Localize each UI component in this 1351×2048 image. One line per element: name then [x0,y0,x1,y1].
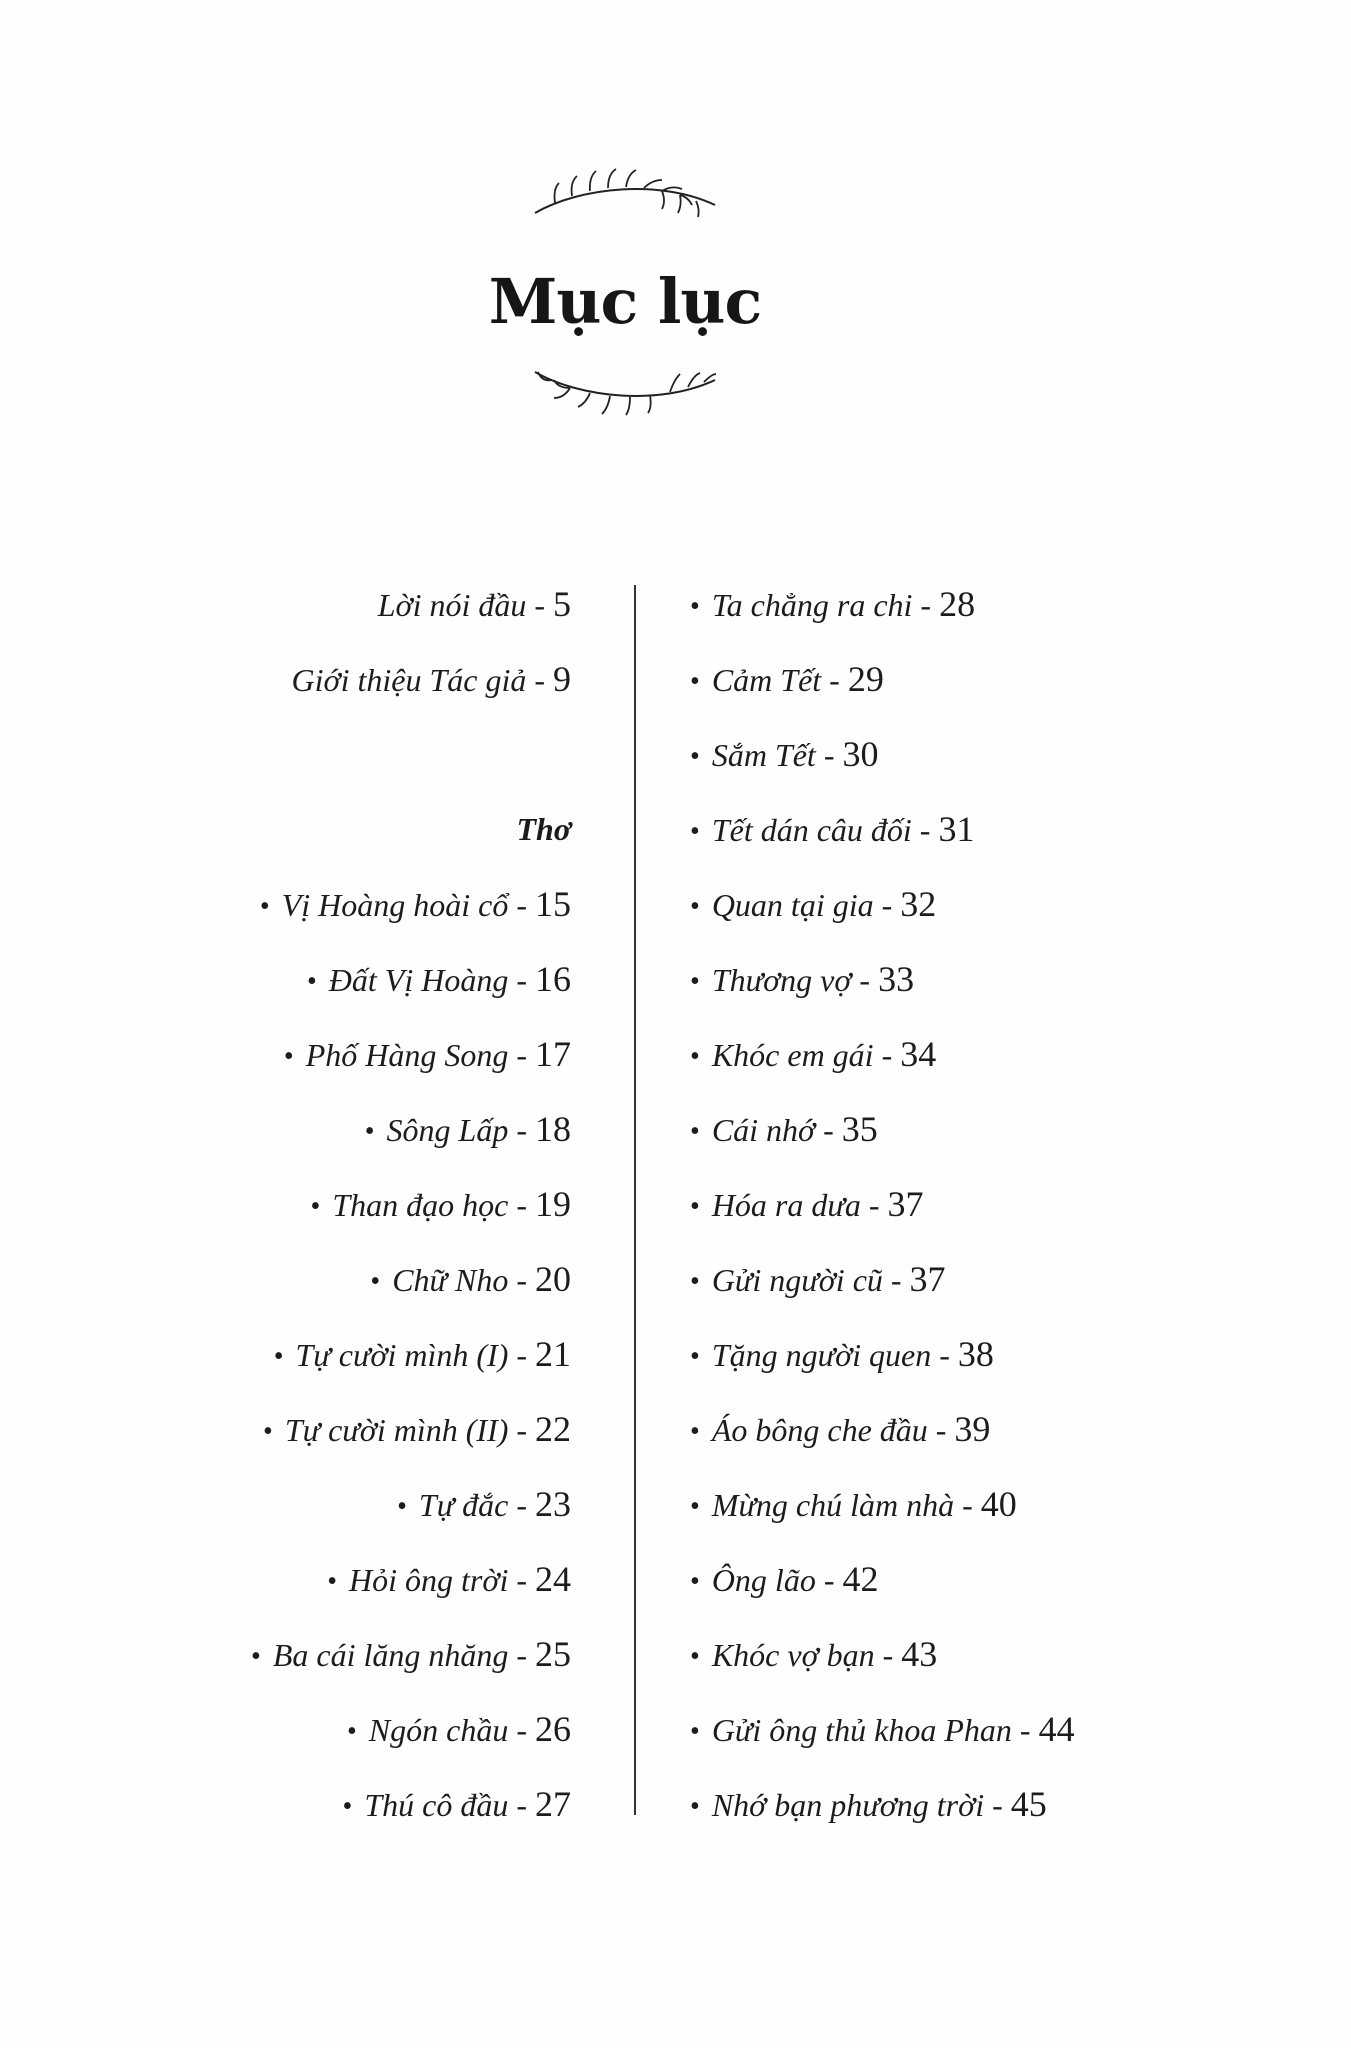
page-title: Mục lục [488,265,762,338]
entry-page-number: 28 [939,584,976,624]
entry-separator: - [890,1262,902,1298]
entry-separator: - [516,1412,527,1448]
laurel-branch-top-icon [530,165,720,225]
bullet-icon: • [283,1041,294,1072]
entry-page-number: 25 [535,1634,571,1674]
bullet-icon: • [690,1416,700,1447]
entry-separator: - [534,662,545,698]
toc-entry[interactable] [51,658,571,733]
entry-separator: - [1019,1712,1031,1748]
entry-separator: - [919,812,931,848]
entry-separator: - [516,1187,527,1223]
entry-title: Chữ Nho [392,1262,509,1298]
entry-title: Thú cô đầu [364,1787,509,1823]
entry-page-number: 38 [957,1334,994,1374]
entry-title: Tết dán câu đối [711,812,912,848]
bullet-icon: • [690,741,700,772]
entry-page-number: 45 [1010,1784,1047,1824]
bullet-icon: • [690,591,700,622]
toc-entry[interactable] [690,1183,1290,1258]
entry-title: Khóc em gái [711,1037,874,1073]
entry-page-number: 32 [900,884,937,924]
toc-entry[interactable] [690,1483,1290,1558]
entry-separator: - [881,887,893,923]
entry-page-number: 42 [842,1559,879,1599]
toc-entry[interactable] [51,1183,571,1258]
entry-title: Phố Hàng Song [305,1037,509,1073]
toc-entry[interactable] [690,1033,1290,1108]
entry-page-number: 9 [553,659,571,699]
entry-page-number: 19 [535,1184,571,1224]
entry-title: Vị Hoàng hoài cổ [281,887,509,923]
entry-page-number: 5 [553,584,571,624]
toc-entry[interactable] [690,1408,1290,1483]
entry-title: Cái nhớ [711,1112,816,1148]
entry-separator: - [868,1187,880,1223]
entry-page-number: 16 [535,959,571,999]
entry-separator: - [516,1487,527,1523]
toc-entry[interactable] [51,583,571,658]
entry-title: Sông Lấp [386,1112,509,1148]
toc-entry[interactable] [690,958,1290,1033]
entry-title: Than đạo học [332,1187,509,1223]
toc-entry[interactable] [51,1108,571,1183]
bullet-icon: • [327,1566,338,1597]
entry-title: Đất Vị Hoàng [328,962,509,998]
toc-entry[interactable] [51,1408,571,1483]
entry-separator: - [516,1262,527,1298]
toc-entry[interactable] [51,1708,571,1783]
toc-right-column [690,583,1290,1858]
entry-separator: - [823,1112,834,1148]
entry-separator: - [882,1637,894,1673]
column-divider [634,585,636,1815]
entry-separator: - [939,1337,950,1373]
bullet-icon: • [690,1041,700,1072]
toc-entry[interactable] [51,958,571,1033]
entry-page-number: 33 [878,959,915,999]
bullet-icon: • [310,1191,321,1222]
bullet-icon: • [690,1191,700,1222]
entry-separator: - [516,1112,527,1148]
toc-entry[interactable] [690,883,1290,958]
entry-title: Nhớ bạn phương trời [711,1787,985,1823]
entry-title: Cảm Tết [711,662,822,698]
entry-page-number: 27 [535,1784,571,1824]
entry-page-number: 24 [535,1559,571,1599]
toc-entry[interactable] [690,1333,1290,1408]
bullet-icon: • [342,1791,353,1822]
entry-separator: - [516,1712,527,1748]
toc-entry[interactable] [690,808,1290,883]
bullet-icon: • [690,816,700,847]
entry-title: Ba cái lăng nhăng [272,1637,509,1673]
entry-title: Tặng người quen [711,1337,932,1373]
entry-title: Hỏi ông trời [349,1562,509,1598]
bullet-icon: • [690,1116,700,1147]
bullet-icon: • [690,966,700,997]
entry-page-number: 43 [901,1634,938,1674]
entry-separator: - [516,1562,527,1598]
toc-entry[interactable] [51,1633,571,1708]
entry-title: Tự cười mình (I) [295,1337,509,1373]
entry-page-number: 37 [887,1184,924,1224]
section-label-poems: Thơ [516,811,571,847]
entry-page-number: 44 [1038,1709,1075,1749]
toc-entry[interactable] [51,1783,571,1858]
entry-separator: - [516,1637,527,1673]
entry-separator: - [516,887,527,923]
entry-title: Mừng chú làm nhà [711,1487,955,1523]
entry-page-number: 29 [847,659,884,699]
entry-separator: - [534,587,545,623]
entry-title: Ta chẳng ra chi [711,587,913,623]
entry-separator: - [516,1337,527,1373]
entry-page-number: 22 [535,1409,571,1449]
toc-entry[interactable] [690,583,1290,658]
entry-page-number: 17 [535,1034,571,1074]
entry-page-number: 18 [535,1109,571,1149]
entry-page-number: 21 [535,1334,571,1374]
entry-page-number: 23 [535,1484,571,1524]
entry-title: Khóc vợ bạn [711,1637,875,1673]
toc-entry[interactable] [690,1633,1290,1708]
entry-separator: - [992,1787,1003,1823]
toc-entry[interactable] [51,1258,571,1333]
toc-entry[interactable] [51,1033,571,1108]
bullet-icon: • [690,1566,700,1597]
toc-entry[interactable] [690,1558,1290,1633]
toc-entry[interactable] [51,883,571,958]
bullet-icon: • [690,1641,700,1672]
entry-separator: - [829,662,840,698]
entry-title: Tự cười mình (II) [284,1412,509,1448]
entry-title: Áo bông che đầu [711,1412,928,1448]
bullet-icon: • [690,1791,700,1822]
toc-entry[interactable] [690,658,1290,733]
entry-page-number: 34 [900,1034,937,1074]
entry-page-number: 40 [980,1484,1017,1524]
entry-page-number: 20 [535,1259,571,1299]
entry-page-number: 39 [954,1409,991,1449]
entry-title: Tự đắc [418,1487,509,1523]
bullet-icon: • [690,891,700,922]
bullet-icon: • [690,1491,700,1522]
toc-entry[interactable] [690,1258,1290,1333]
entry-separator: - [516,962,527,998]
entry-page-number: 37 [909,1259,946,1299]
bullet-icon: • [690,1341,700,1372]
bullet-icon: • [364,1116,375,1147]
bullet-icon: • [690,1716,700,1747]
entry-separator: - [881,1037,893,1073]
bullet-icon: • [263,1416,273,1447]
entry-title: Gửi ông thủ khoa Phan [711,1712,1012,1748]
entry-separator: - [935,1412,947,1448]
toc-left-column [51,583,571,1858]
entry-separator: - [516,1787,527,1823]
bullet-icon: • [273,1341,284,1372]
bullet-icon: • [370,1266,381,1297]
toc-entry[interactable] [51,1483,571,1558]
entry-separator: - [962,1487,973,1523]
bullet-icon: • [690,666,700,697]
entry-separator: - [823,737,835,773]
entry-title: Gửi người cũ [711,1262,883,1298]
entry-separator: - [859,962,871,998]
toc-entry[interactable] [690,733,1290,808]
entry-page-number: 26 [535,1709,571,1749]
entry-page-number: 30 [842,734,879,774]
toc-entry[interactable] [690,1783,1290,1858]
entry-title: Ngón chầu [368,1712,509,1748]
toc-entry[interactable] [51,1333,571,1408]
laurel-branch-bottom-icon [530,360,720,420]
toc-entry[interactable] [51,1558,571,1633]
bullet-icon: • [306,966,317,997]
entry-page-number: 15 [535,884,571,924]
bullet-icon: • [259,891,270,922]
entry-separator: - [823,1562,835,1598]
entry-page-number: 35 [841,1109,878,1149]
entry-title: Ông lão [711,1562,816,1598]
bullet-icon: • [397,1491,407,1522]
bullet-icon: • [690,1266,700,1297]
bullet-icon: • [346,1716,357,1747]
blank-line [51,733,571,808]
toc-entry[interactable] [690,1708,1290,1783]
bullet-icon: • [251,1641,261,1672]
entry-title: Lời nói đầu [377,587,527,623]
entry-title: Giới thiệu Tác giả [291,662,527,698]
entry-separator: - [920,587,932,623]
entry-title: Sắm Tết [711,737,816,773]
toc-entry[interactable] [690,1108,1290,1183]
entry-page-number: 31 [938,809,975,849]
entry-title: Thương vợ [711,962,852,998]
entry-title: Hóa ra dưa [711,1187,861,1223]
entry-title: Quan tại gia [711,887,874,923]
entry-separator: - [516,1037,527,1073]
